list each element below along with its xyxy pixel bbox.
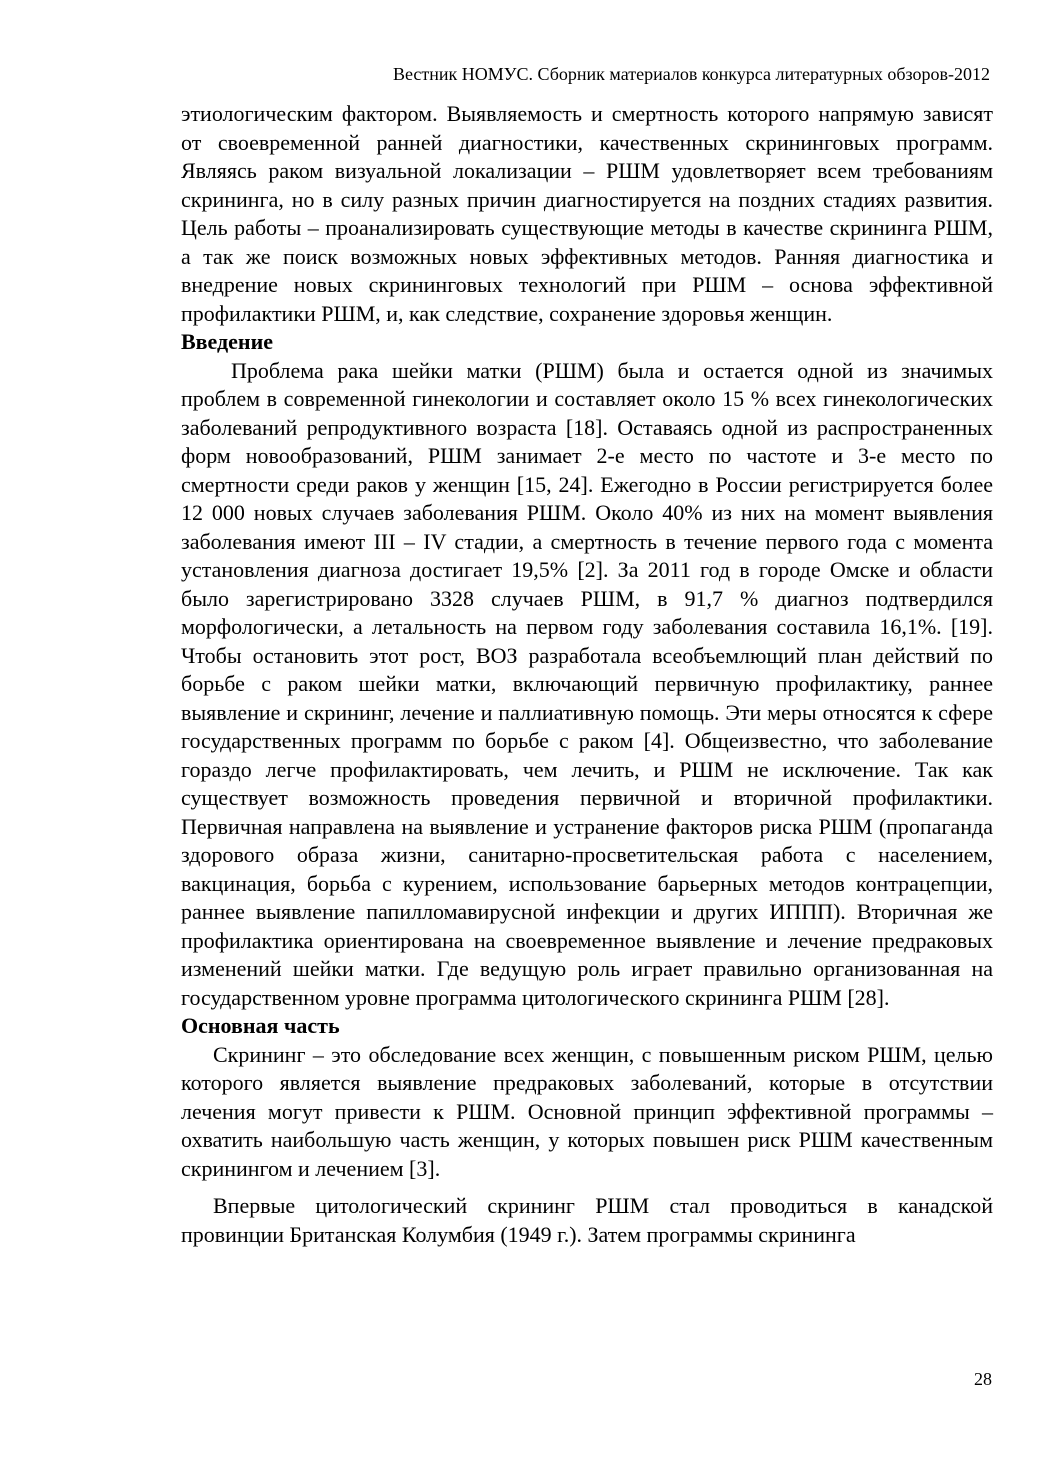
abstract-paragraph: этиологическим фактором. Выявляемость и смертность которого напрямую зависят от своевременной ранней диагностики, качественных скрининговых программ. Являясь раком визуальной локализации – РШМ удовлетворяет всем требованиям скрининга, но в силу разных причин диагностируется на поздних стадиях развития. Цель работы – проанализировать существующие методы в качестве скрининга РШМ, а так же поиск возможных новых эффективных методов. Ранняя диагностика и внедрение новых скрининговых технологий при РШМ – основа эффективной профилактики РШМ, и, как следствие, сохранение здоровья женщин.	[181, 101, 993, 326]
section-heading-main-part: Основная часть	[181, 1013, 340, 1038]
section-heading-introduction: Введение	[181, 329, 274, 354]
introduction-paragraph: Проблема рака шейки матки (РШМ) была и остается одной из значимых проблем в современной гинекологии и составляет около 15 % всех гинекологических заболеваний репродуктивного возраста [18]. Оставаясь одной из распространенных форм новообразований, РШМ занимает 2-е место по частоте и 3-е место по смертности среди раков у женщин [15, 24]. Ежегодно в России регистрируется более 12 000 новых случаев заболевания РШМ. Около 40% из них на момент выявления заболевания имеют III – IV стадии, а смертность в течение первого года с момента установления диагноза достигает 19,5% [2]. За 2011 год в городе Омске и области было зарегистрировано 3328 случаев РШМ, в 91,7 % диагноз подтвердился морфологически, а летальность на первом году заболевания составила 16,1%. [19]. Чтобы остановить этот рост, ВОЗ разработала всеобъемлющий план действий по борьбе с раком шейки матки, включающий первичную профилактику, раннее выявление и скрининг, лечение и паллиативную помощь. Эти меры относятся к сфере государственных программ по борьбе с раком [4]. Общеизвестно, что заболевание гораздо легче профилактировать, чем лечить, и РШМ не исключение. Так как существует возможность проведения первичной и вторичной профилактики. Первичная направлена на выявление и устранение факторов риска РШМ (пропаганда здорового образа жизни, санитарно-просветительская работа с населением, вакцинация, борьба с курением, использование барьерных методов контрацепции, раннее выявление папилломавирусной инфекции и других ИППП). Вторичная же профилактика ориентирована на своевременное выявление и лечение предраковых изменений шейки матки. Где ведущую роль играет правильно организованная на государственном уровне программа цитологического скрининга РШМ [28].	[181, 357, 993, 1010]
article-body	[181, 100, 993, 1249]
main-paragraph-2: Впервые цитологический скрининг РШМ стал проводиться в канадской провинции Британская Колумбия (1949 г.). Затем программы скрининга	[181, 1193, 993, 1247]
page-number: 28	[974, 1369, 992, 1389]
main-paragraph-1: Скрининг – это обследование всех женщин, с повышенным риском РШМ, целью которого является выявление предраковых заболеваний, которые в отсутствии лечения могут привести к РШМ. Основной принцип эффективной программы – охватить наибольшую часть женщин, у которых повышен риск РШМ качественным скринингом и лечением [3].	[181, 1041, 993, 1181]
running-header: Вестник НОМУС. Сборник материалов конкурса литературных обзоров-2012	[392, 64, 990, 84]
